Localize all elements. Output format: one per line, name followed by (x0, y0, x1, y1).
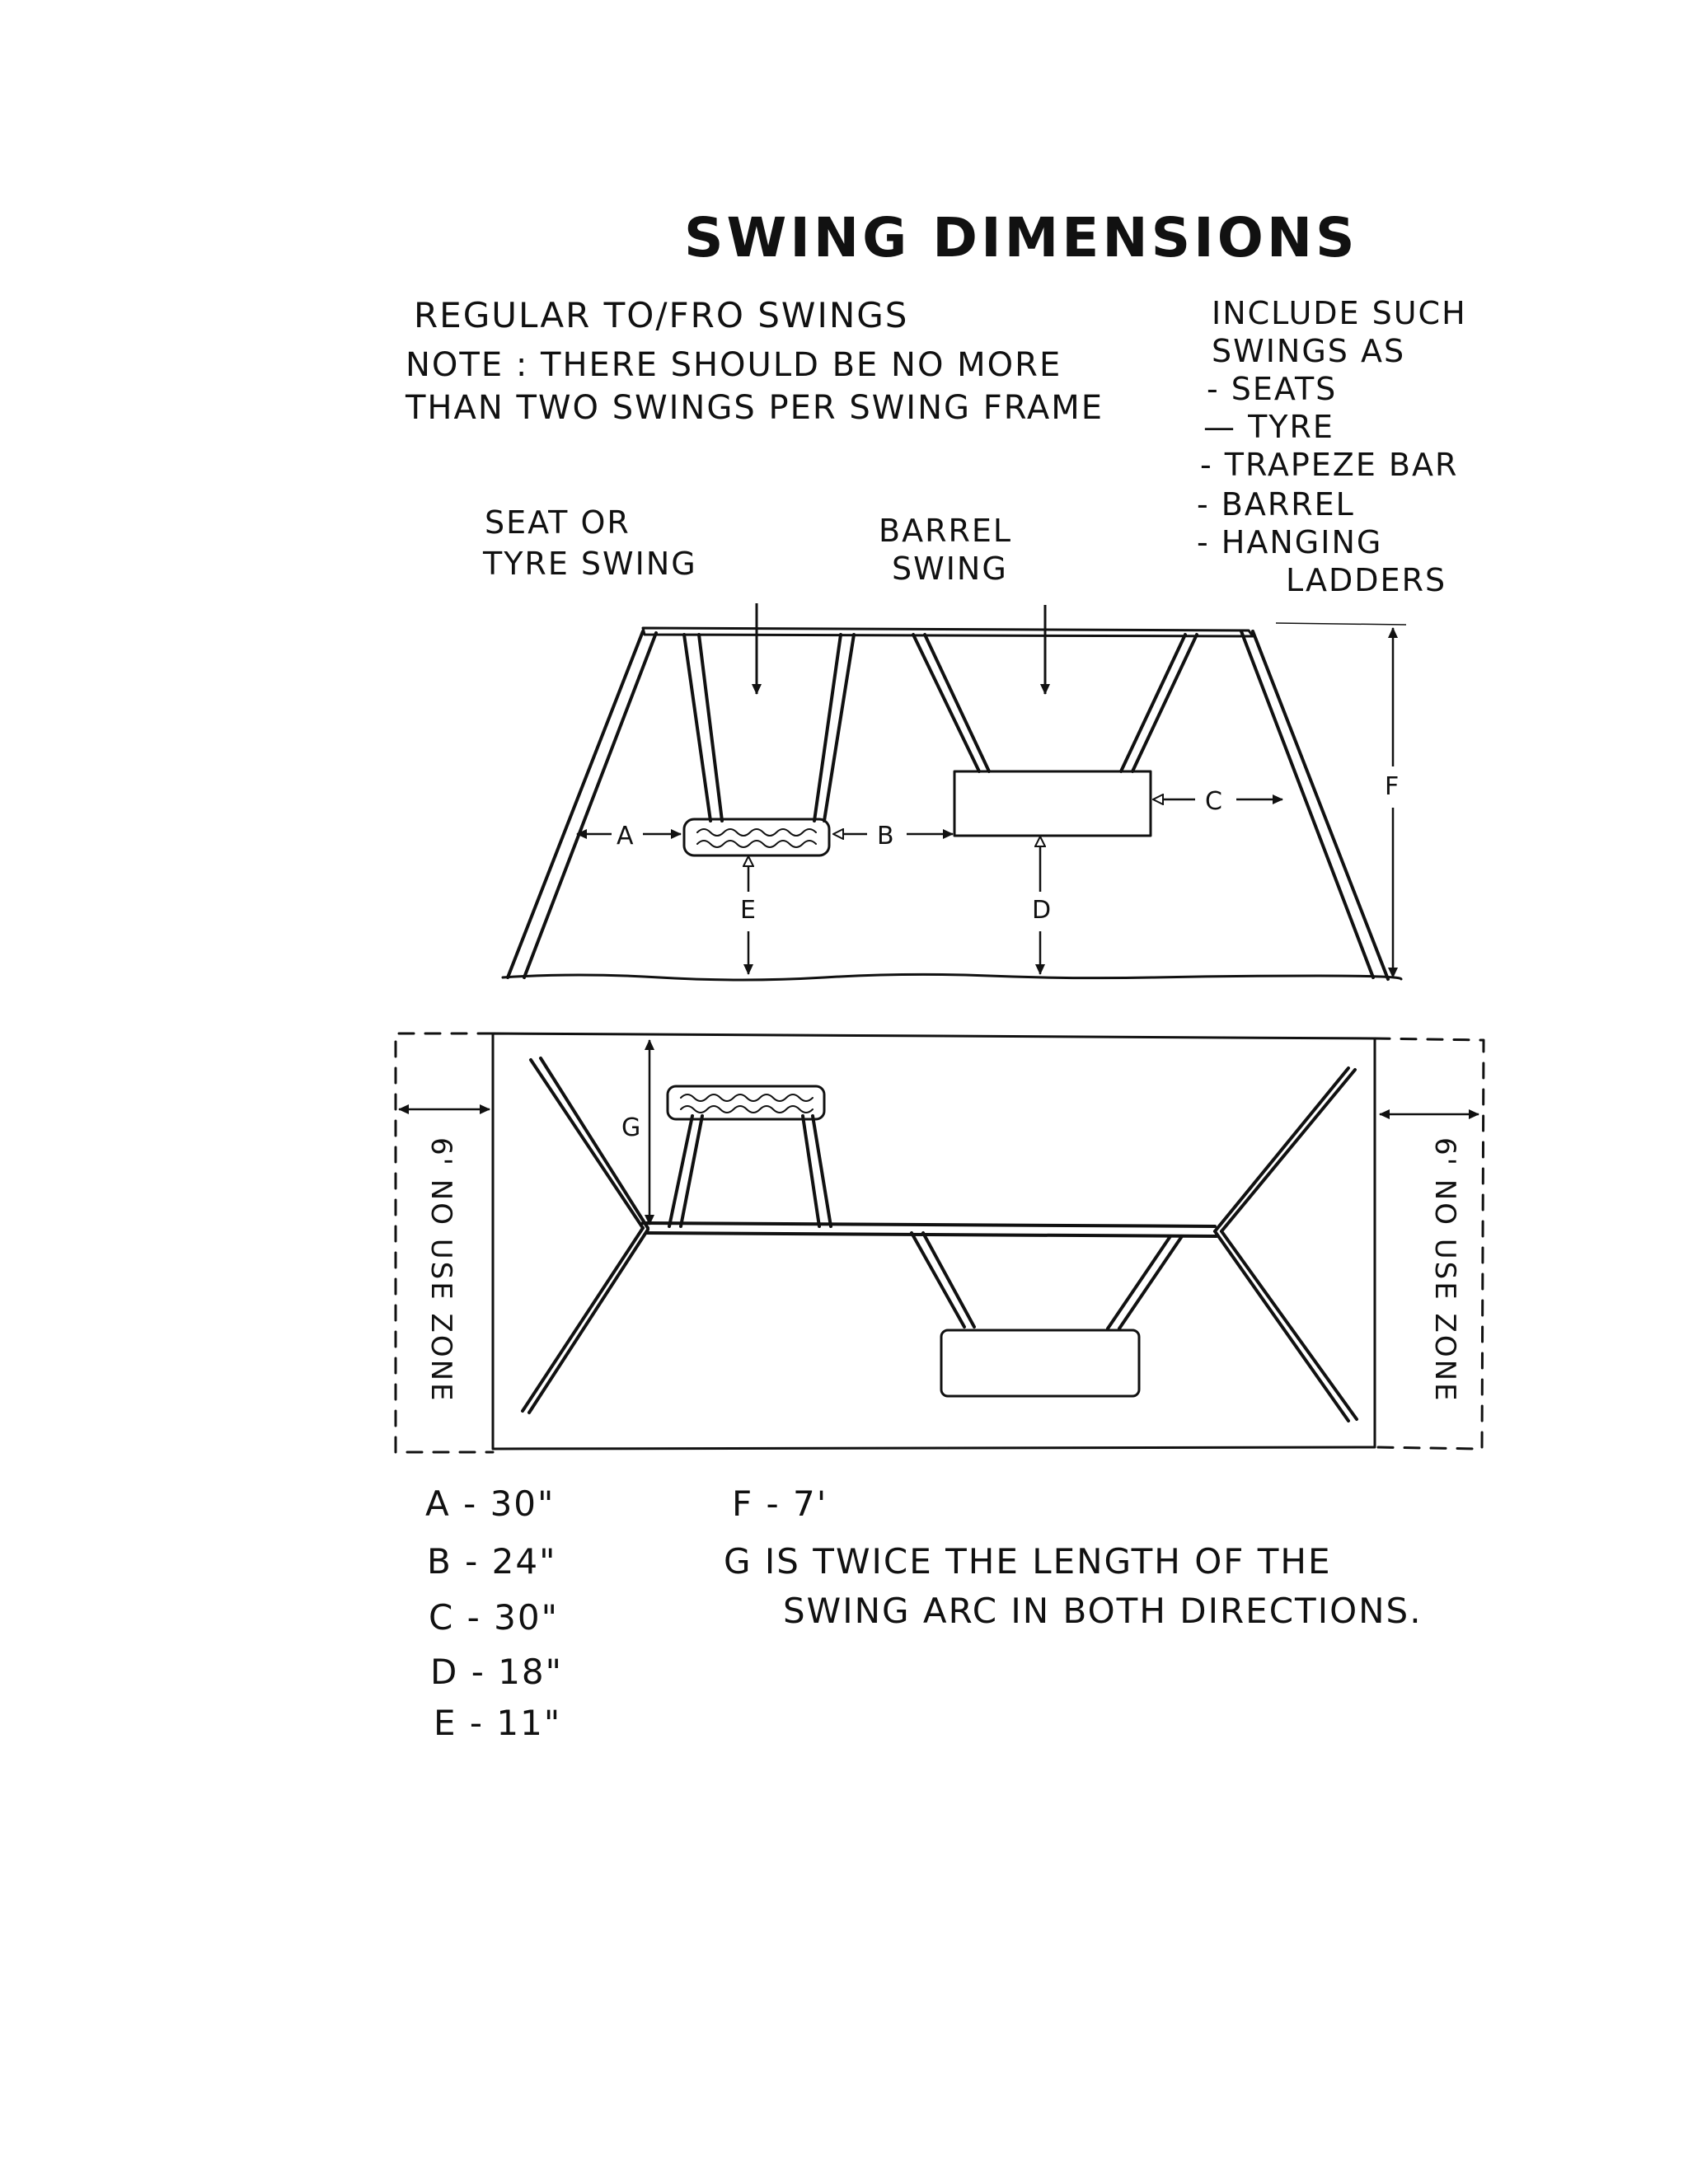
includes-item-tyre: — TYRE (1203, 409, 1334, 445)
dim-label-g: G (621, 1113, 641, 1142)
includes-line-1: INCLUDE SUCH (1212, 295, 1467, 331)
legend-a: A - 30" (425, 1483, 556, 1524)
includes-line-2: SWINGS AS (1212, 333, 1406, 369)
elevation-view (503, 628, 1401, 980)
dim-label-e: E (740, 896, 756, 925)
includes-item-trapeze: - TRAPEZE BAR (1200, 447, 1459, 483)
legend-g-line-1: G IS TWICE THE LENGTH OF THE (724, 1541, 1332, 1582)
page-title: SWING DIMENSIONS (684, 206, 1358, 269)
legend-d: D - 18" (430, 1652, 563, 1692)
seat-swing-label-1: SEAT OR (485, 504, 631, 541)
dim-label-c: C (1205, 787, 1222, 816)
note-line-1: NOTE : THERE SHOULD BE NO MORE (406, 346, 1062, 384)
legend-f: F - 7' (732, 1483, 828, 1524)
dim-label-a: A (617, 822, 634, 851)
dim-label-f: F (1385, 772, 1400, 801)
includes-item-barrel: - BARREL (1197, 486, 1355, 523)
note-line-2: THAN TWO SWINGS PER SWING FRAME (406, 389, 1104, 427)
includes-item-hanging: - HANGING (1197, 524, 1383, 560)
legend-c: C - 30" (429, 1597, 559, 1638)
no-use-zone-right: 6' NO USE ZONE (1428, 1137, 1461, 1404)
legend-e: E - 11" (434, 1703, 562, 1743)
includes-item-seats: - SEATS (1207, 371, 1338, 407)
barrel-swing-label-2: SWING (892, 551, 1008, 587)
dim-label-d: D (1032, 896, 1052, 925)
dim-label-b: B (877, 822, 894, 851)
barrel-swing (954, 771, 1151, 836)
barrel-swing-label-1: BARREL (879, 513, 1013, 549)
no-use-zone-left: 6' NO USE ZONE (424, 1137, 457, 1404)
legend-g-line-2: SWING ARC IN BOTH DIRECTIONS. (783, 1591, 1423, 1631)
seat-swing (684, 819, 829, 855)
plan-dimension-lines (399, 1040, 1479, 1225)
swing-type-heading: REGULAR TO/FRO SWINGS (414, 295, 909, 335)
legend-b: B - 24" (427, 1541, 557, 1582)
seat-swing-label-2: TYRE SWING (483, 546, 697, 582)
plan-view (396, 1033, 1484, 1452)
includes-item-ladders: LADDERS (1286, 562, 1447, 598)
